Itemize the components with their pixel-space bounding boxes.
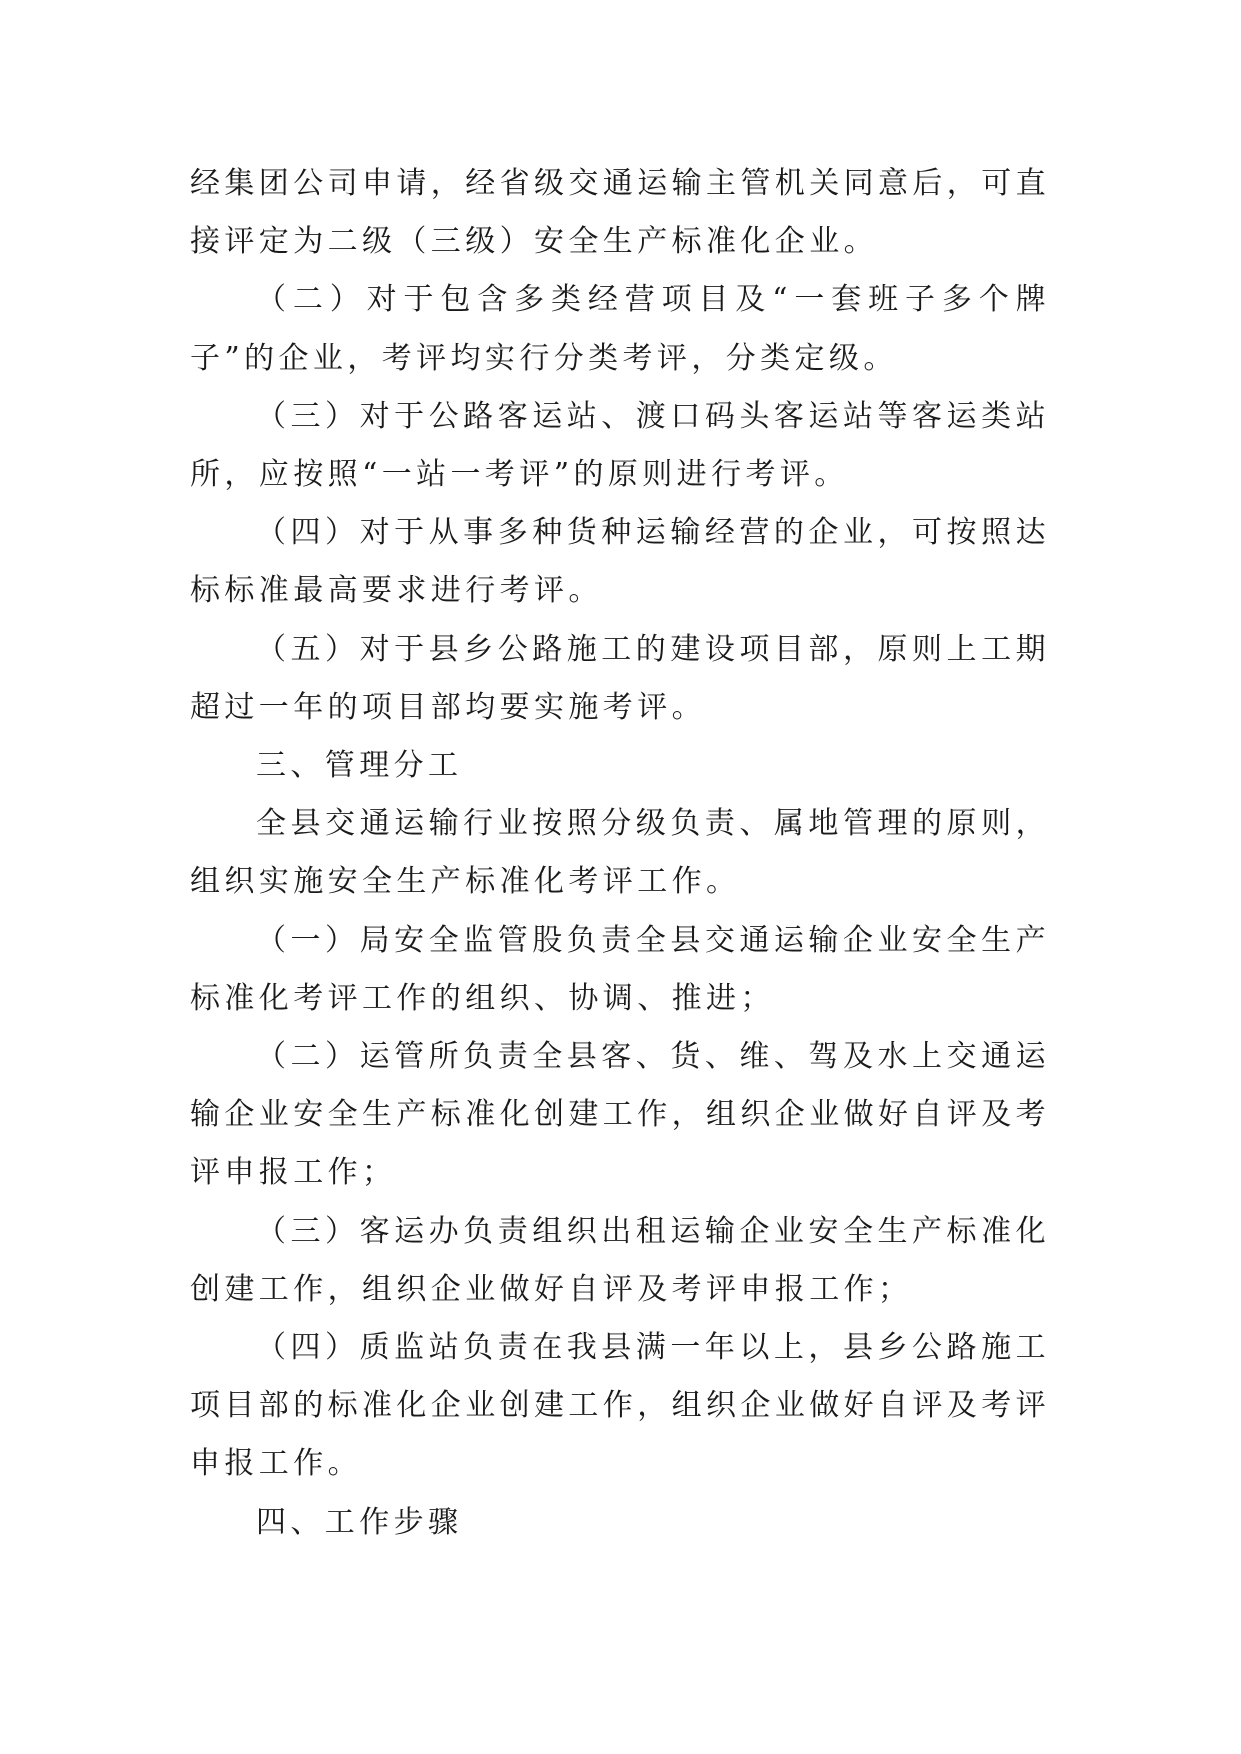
paragraph-item-5: （五）对于县乡公路施工的建设项目部，原则上工期超过一年的项目部均要实施考评。 — [190, 631, 1050, 725]
section-heading-management-division: 三、管理分工 — [256, 748, 463, 784]
section-heading-work-steps: 四、工作步骤 — [256, 1504, 463, 1540]
paragraph-item-4: （四）对于从事多种货种运输经营的企业，可按照达标标准最高要求进行考评。 — [190, 515, 1050, 609]
paragraph-duty-2: （二）运管所负责全县客、货、维、驾及水上交通运输企业安全生产标准化创建工作，组织企业做好自评及考评申报工作； — [190, 1039, 1050, 1191]
document-body — [190, 155, 1050, 1552]
paragraph-duty-1: （一）局安全监管股负责全县交通运输企业安全生产标准化考评工作的组织、协调、推进； — [190, 922, 1050, 1016]
paragraph-item-2: （二）对于包含多类经营项目及“一套班子多个牌子”的企业，考评均实行分类考评，分类定级。 — [190, 282, 1050, 376]
paragraph-continuation: 经集团公司申请，经省级交通运输主管机关同意后，可直接评定为二级（三级）安全生产标准化企业。 — [190, 166, 1050, 260]
paragraph-duty-3: （三）客运办负责组织出租运输企业安全生产标准化创建工作，组织企业做好自评及考评申报工作； — [190, 1213, 1050, 1307]
paragraph-body: 全县交通运输行业按照分级负责、属地管理的原则，组织实施安全生产标准化考评工作。 — [190, 806, 1050, 900]
paragraph-duty-4: （四）质监站负责在我县满一年以上，县乡公路施工项目部的标准化企业创建工作，组织企业做好自评及考评申报工作。 — [190, 1330, 1050, 1482]
paragraph-item-3: （三）对于公路客运站、渡口码头客运站等客运类站所，应按照“一站一考评”的原则进行考评。 — [190, 398, 1050, 493]
